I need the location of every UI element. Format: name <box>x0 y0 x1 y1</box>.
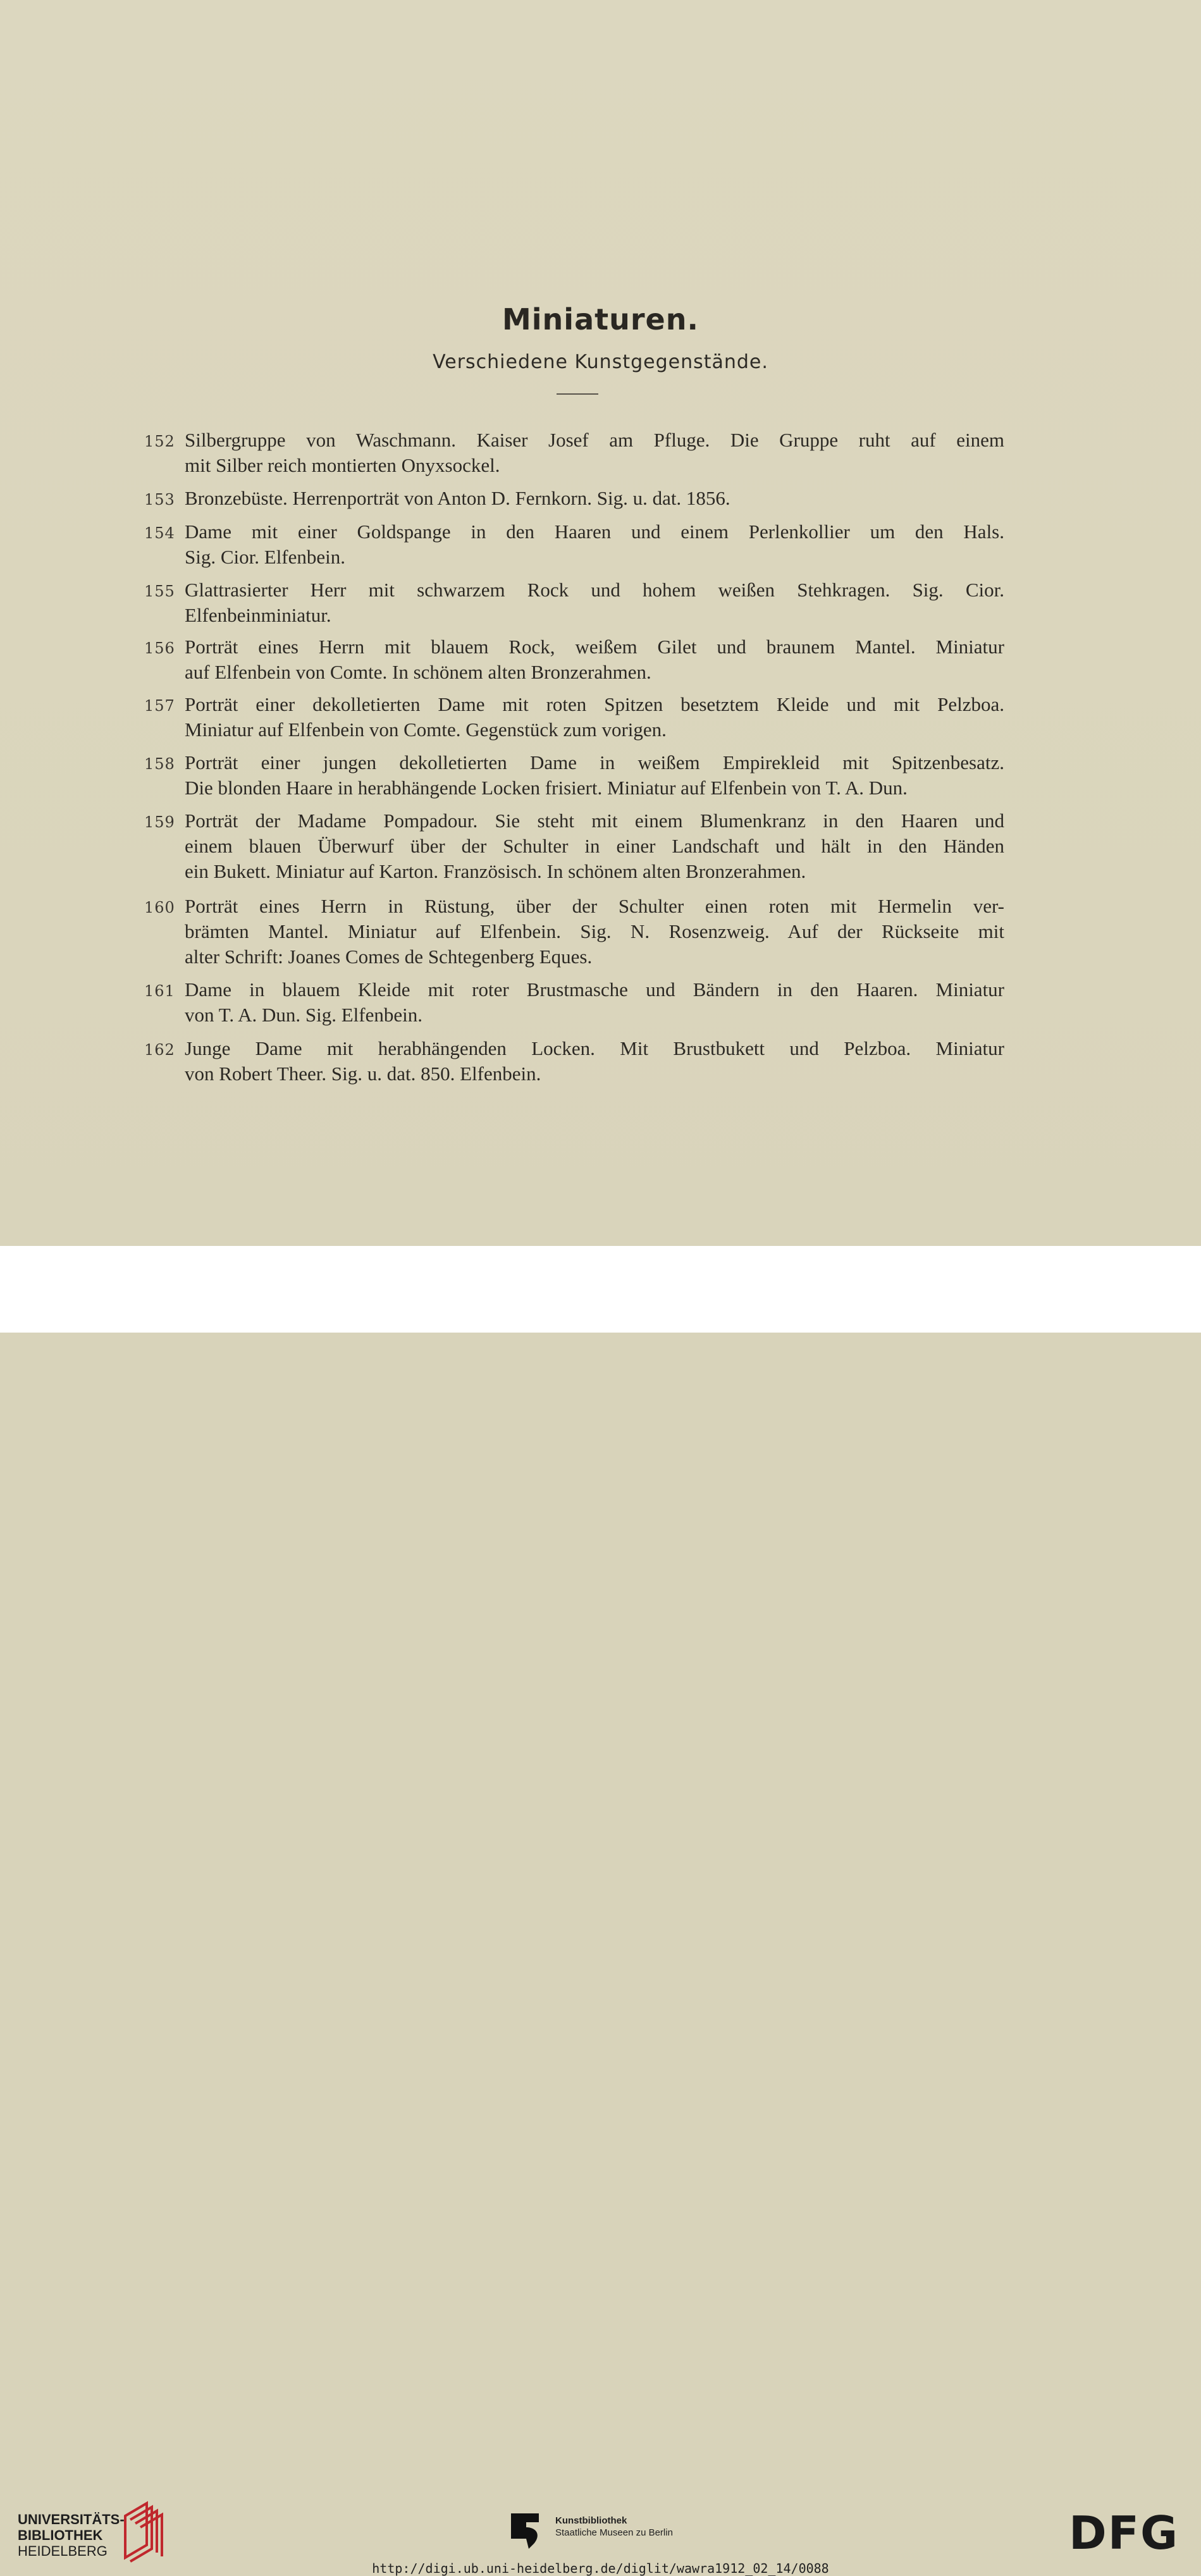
page-title: Miniaturen. <box>502 302 699 336</box>
entry-text-line: Silbergruppe von Waschmann. Kaiser Josef am Pfluge. Die Gruppe ruht auf einem <box>185 429 1004 451</box>
entry-text-line: ein Bukett. Miniatur auf Karton. Französisch. In schönem alten Bronzerahmen. <box>185 860 806 882</box>
entry-text-line: von T. A. Dun. Sig. Elfenbein. <box>185 1004 422 1026</box>
divider <box>557 393 598 395</box>
entry-text-line: auf Elfenbein von Comte. In schönem alten Bronzerahmen. <box>185 661 651 683</box>
university-library-logo-icon <box>121 2501 167 2563</box>
entry-number: 157 <box>144 697 175 715</box>
entry-text-line: Dame in blauem Kleide mit roter Brustmasche und Bändern in den Haaren. Miniatur <box>185 978 1004 1001</box>
entry-number: 154 <box>144 524 175 542</box>
permalink-url[interactable]: http://digi.ub.uni-heidelberg.de/diglit/wawra1912_02_14/0088 <box>372 2561 829 2576</box>
entry-text-line: Bronzebüste. Herrenporträt von Anton D. Fernkorn. Sig. u. dat. 1856. <box>185 487 730 509</box>
university-line-1: UNIVERSITÄTS- <box>18 2511 125 2527</box>
scanned-page <box>0 0 1201 1246</box>
entry-text-line: Glattrasierter Herr mit schwarzem Rock und hohem weißen Stehkragen. Sig. Cior. <box>185 579 1004 601</box>
university-library-name <box>18 2511 125 2559</box>
entry-text-line: brämten Mantel. Miniatur auf Elfenbein. Sig. N. Rosenzweig. Auf der Rückseite mit <box>185 920 1004 942</box>
entry-text-line: Porträt einer dekolletierten Dame mit roten Spitzen besetztem Kleide und mit Pelzboa. <box>185 693 1004 715</box>
kunstbibliothek-logo-icon <box>511 2513 546 2549</box>
dfg-logo-text: DFG <box>1069 2511 1179 2553</box>
entry-text-line: Elfenbeinminiatur. <box>185 604 331 626</box>
entry-text-line: Sig. Cior. Elfenbein. <box>185 546 346 568</box>
entry-number: 158 <box>144 755 175 773</box>
page-subtitle: Verschiedene Kunstgegenstände. <box>433 351 768 373</box>
kunstbibliothek-line-1: Kunstbibliothek <box>555 2515 627 2526</box>
entry-text-line: mit Silber reich montierten Onyxsockel. <box>185 454 500 476</box>
university-line-2: BIBLIOTHEK <box>18 2527 103 2543</box>
entry-text-line: Miniatur auf Elfenbein von Comte. Gegenstück zum vorigen. <box>185 718 667 741</box>
university-line-3: HEIDELBERG <box>18 2543 108 2559</box>
footer-bar <box>0 1246 1201 2576</box>
entry-number: 160 <box>144 899 175 916</box>
entry-number: 153 <box>144 491 175 508</box>
entry-text-line: von Robert Theer. Sig. u. dat. 850. Elfenbein. <box>185 1063 541 1085</box>
kunstbibliothek-name <box>555 2515 673 2539</box>
entry-text-line: alter Schrift: Joanes Comes de Schtegenberg Eques. <box>185 946 593 968</box>
entry-number: 152 <box>144 433 175 450</box>
entry-text-line: Die blonden Haare in herabhängende Locken frisiert. Miniatur auf Elfenbein von T. A. Dun. <box>185 777 908 799</box>
entry-number: 162 <box>144 1041 175 1059</box>
entry-number: 159 <box>144 813 175 831</box>
dfg-logo-icon <box>1069 2511 1183 2553</box>
entry-number: 155 <box>144 582 175 600</box>
entry-number: 161 <box>144 982 175 1000</box>
entry-text-line: einem blauen Überwurf über der Schulter in einer Landschaft und hält in den Händen <box>185 835 1004 857</box>
entry-text-line: Junge Dame mit herabhängenden Locken. Mit Brustbukett und Pelzboa. Miniatur <box>185 1037 1004 1059</box>
kunstbibliothek-line-2: Staatliche Museen zu Berlin <box>555 2527 673 2538</box>
entry-text-line: Porträt eines Herrn mit blauem Rock, weißem Gilet und braunem Mantel. Miniatur <box>185 636 1004 658</box>
entry-text-line: Dame mit einer Goldspange in den Haaren und einem Perlenkollier um den Hals. <box>185 521 1004 543</box>
entry-text-line: Porträt einer jungen dekolletierten Dame in weißem Empirekleid mit Spitzenbesatz. <box>185 751 1004 773</box>
entry-number: 156 <box>144 639 175 657</box>
entry-text-line: Porträt eines Herrn in Rüstung, über der Schulter einen roten mit Hermelin ver- <box>185 895 1004 917</box>
entry-text-line: Porträt der Madame Pompadour. Sie steht mit einem Blumenkranz in den Haaren und <box>185 810 1004 832</box>
